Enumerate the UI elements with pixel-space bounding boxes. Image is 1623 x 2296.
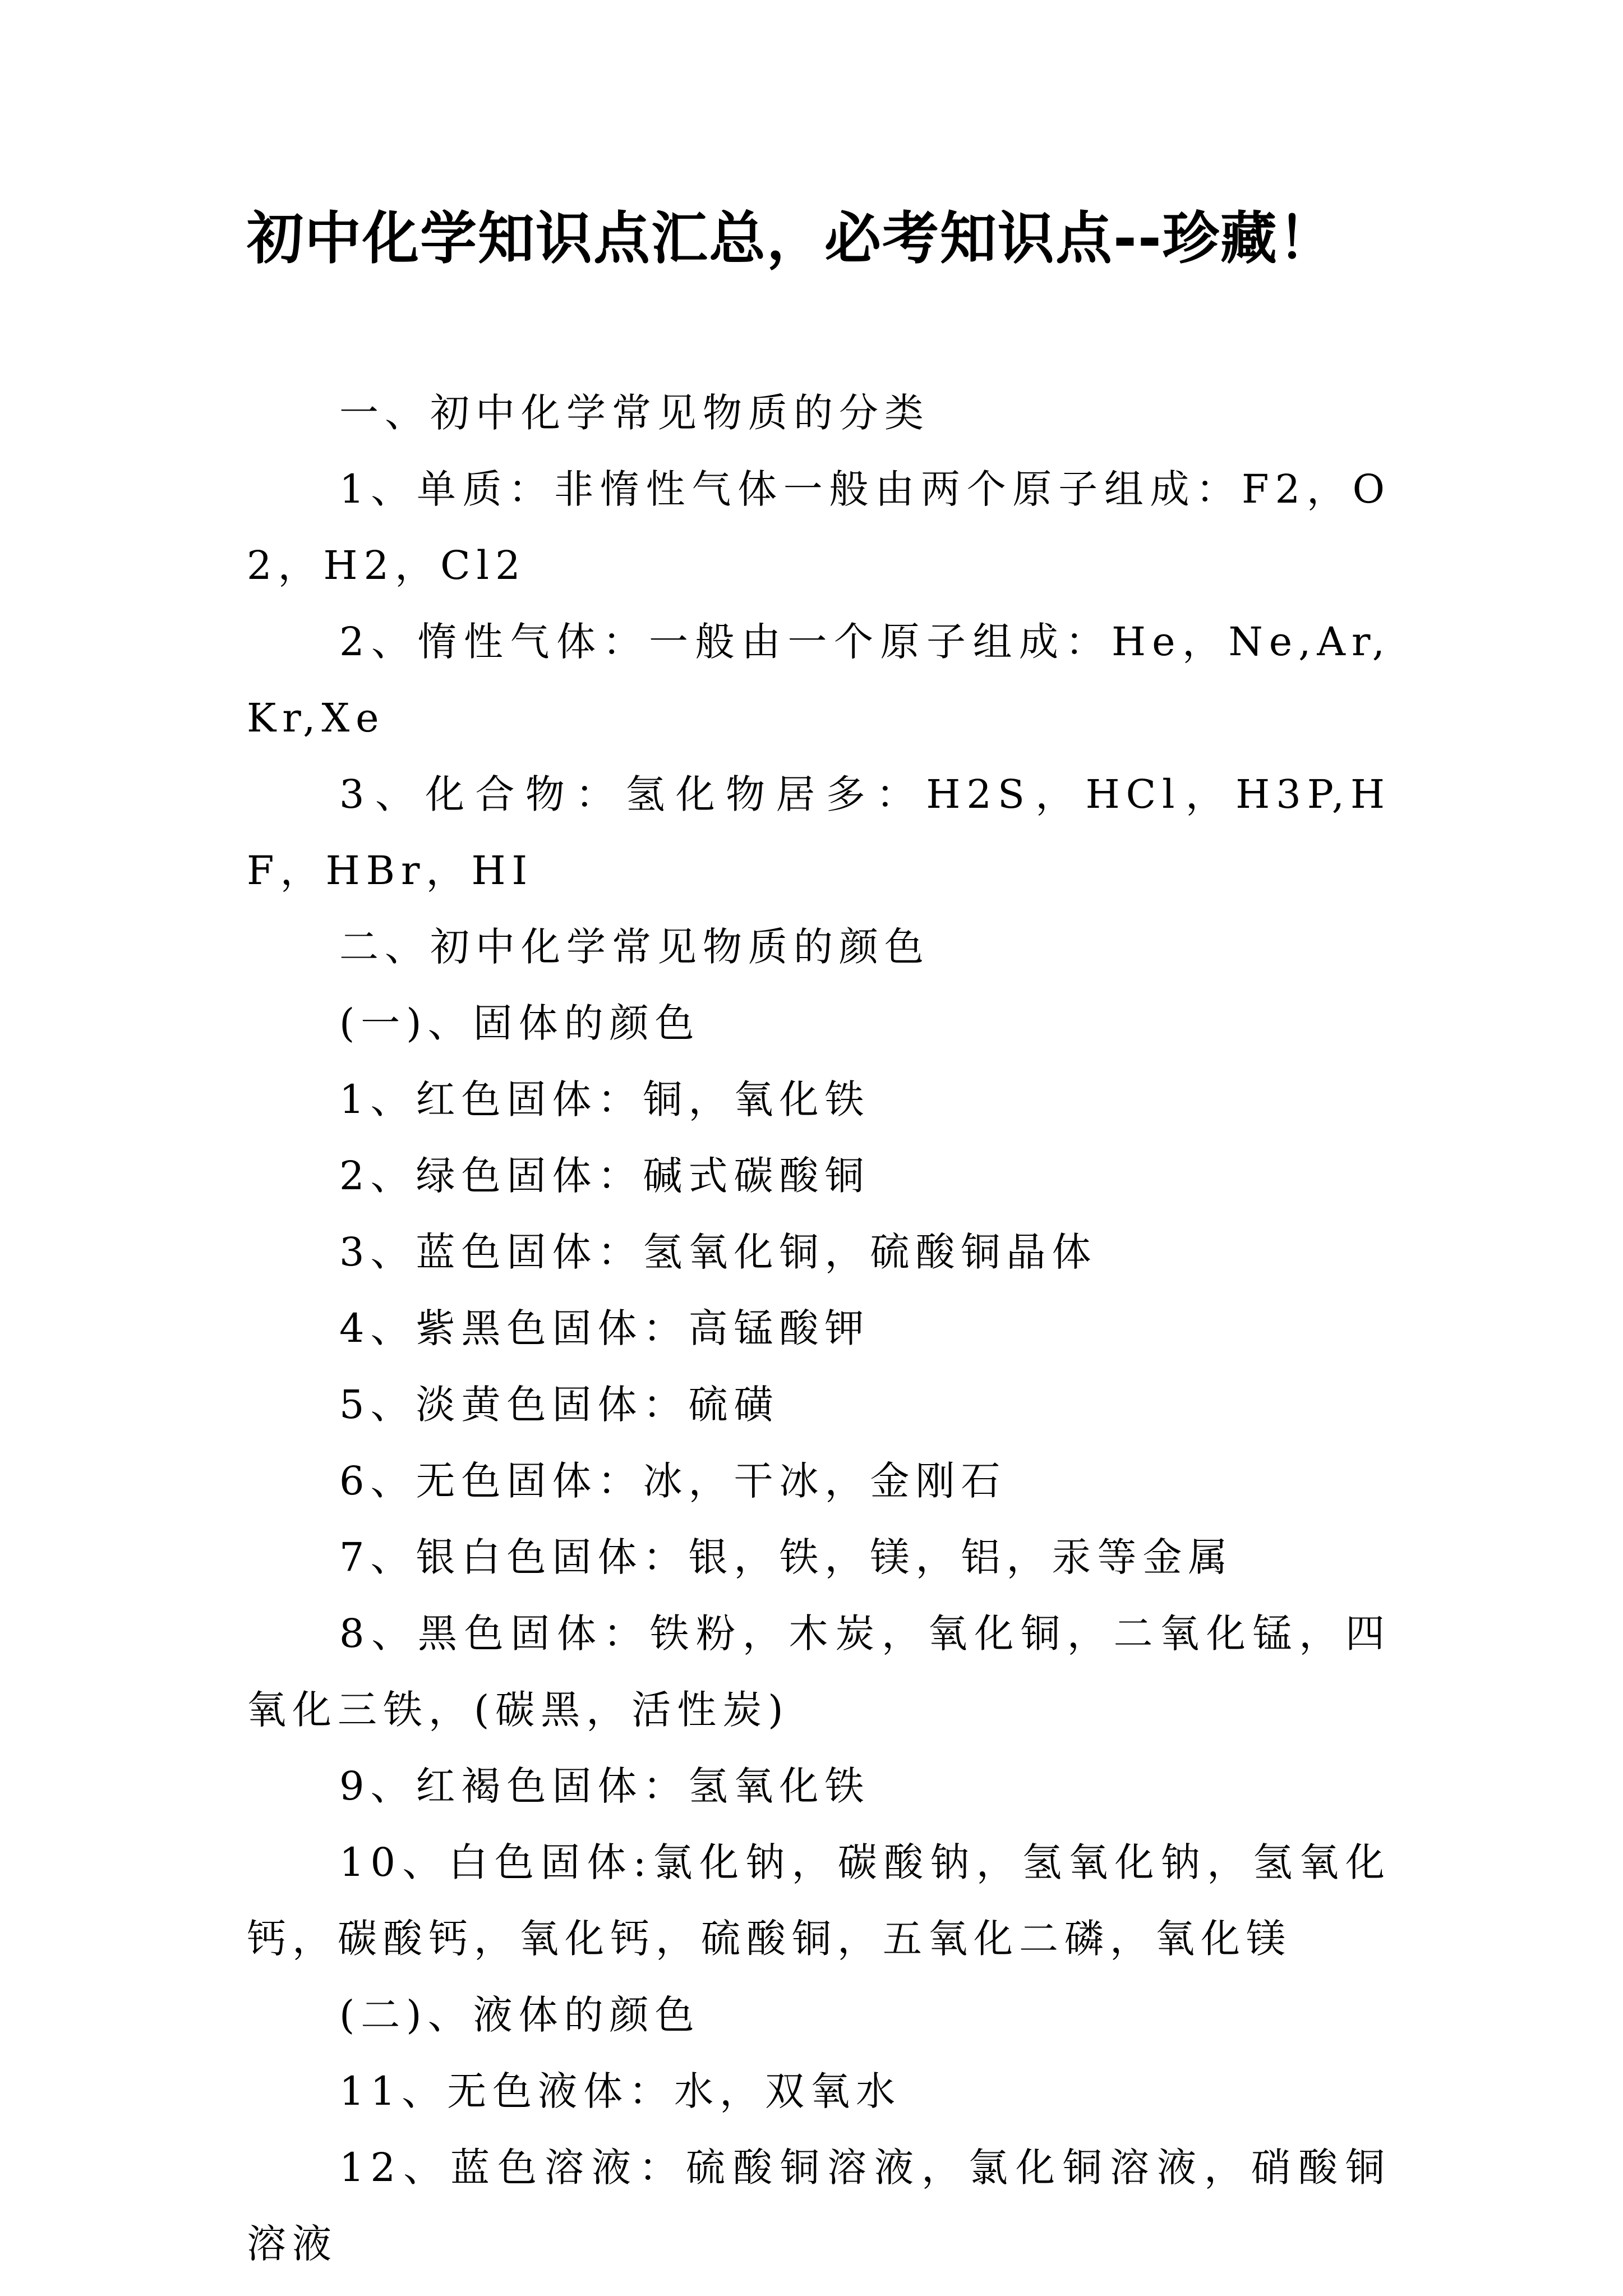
paragraph-compounds: 3、化合物：氢化物居多：H2S，HCl，H3P,HF，HBr，HI bbox=[247, 771, 1391, 894]
list-item: 2、绿色固体：碱式碳酸铜 bbox=[339, 1153, 870, 1199]
list-item: 1、红色固体：铜，氧化铁 bbox=[339, 1076, 870, 1122]
list-item: 9、红褐色固体：氢氧化铁 bbox=[339, 1763, 870, 1809]
list-item: 7、银白色固体：银，铁，镁，铝，汞等金属 bbox=[339, 1534, 1234, 1580]
section-heading-colors: 二、初中化学常见物质的颜色 bbox=[339, 924, 930, 970]
paragraph-inert-gases: 2、惰性气体：一般由一个原子组成：He，Ne,Ar,Kr,Xe bbox=[247, 619, 1391, 741]
paragraph-elements: 1、单质：非惰性气体一般由两个原子组成：F2，O2，H2，Cl2 bbox=[247, 466, 1391, 588]
subsection-heading-solid-colors: (一)、固体的颜色 bbox=[339, 1000, 700, 1046]
list-item: 5、淡黄色固体：硫磺 bbox=[339, 1382, 780, 1428]
list-item: 4、紫黑色固体：高锰酸钾 bbox=[339, 1305, 870, 1351]
document-title: 初中化学知识点汇总，必考知识点--珍藏！ bbox=[247, 205, 1336, 272]
section-heading-classification: 一、初中化学常见物质的分类 bbox=[339, 390, 930, 436]
document-body bbox=[247, 375, 1391, 2282]
list-item: 11、无色液体：水，双氧水 bbox=[339, 2068, 902, 2114]
list-item: 10、白色固体:氯化钠，碳酸钠，氢氧化钠，氢氧化钙，碳酸钙，氧化钙，硫酸铜，五氧化二磷，氧化镁 bbox=[247, 1839, 1391, 1962]
list-item: 3、蓝色固体：氢氧化铜，硫酸铜晶体 bbox=[339, 1229, 1098, 1275]
list-item: 12、蓝色溶液：硫酸铜溶液，氯化铜溶液，硝酸铜溶液 bbox=[247, 2145, 1391, 2267]
list-item: 8、黑色固体：铁粉，木炭，氧化铜，二氧化锰，四氧化三铁，(碳黑，活性炭) bbox=[247, 1611, 1391, 1733]
subsection-heading-liquid-colors: (二)、液体的颜色 bbox=[339, 1992, 700, 2038]
list-item: 6、无色固体：冰，干冰，金刚石 bbox=[339, 1458, 1007, 1504]
